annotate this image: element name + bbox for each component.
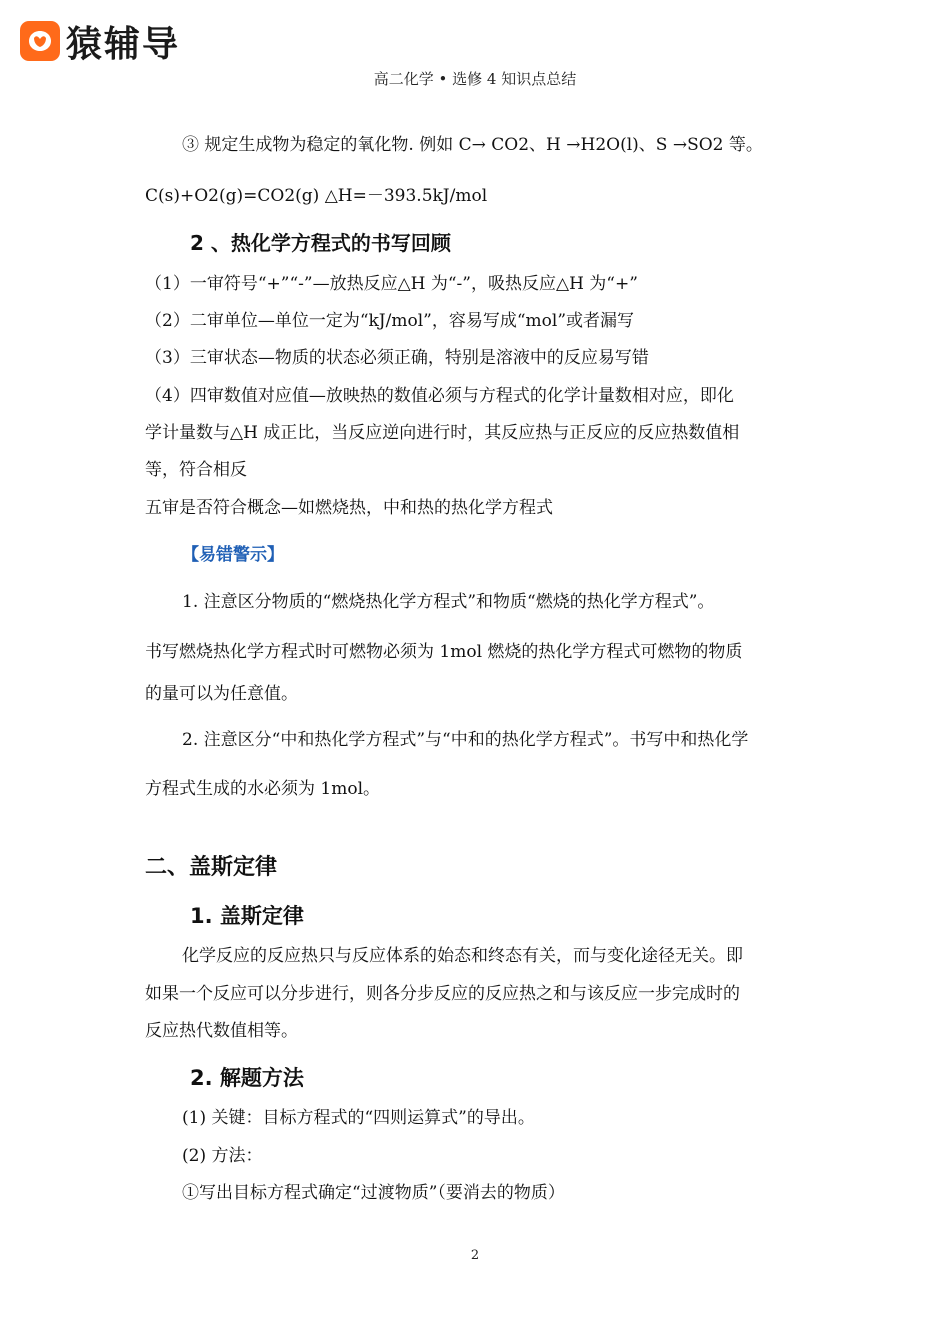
text-line: 五审是否符合概念—如燃烧热，中和热的热化学方程式 xyxy=(145,498,553,518)
text-line: 方程式生成的水必须为 1mol。 xyxy=(145,779,381,799)
page-number: 2 xyxy=(470,1248,480,1263)
warning-title: 【易错警示】 xyxy=(182,545,284,565)
text-line: 学计量数与△H 成正比，当反应逆向进行时，其反应热与正反应的反应热数值相 xyxy=(145,423,740,443)
text-line: 2. 注意区分“中和热化学方程式”与“中和的热化学方程式”。书写中和热化学 xyxy=(182,730,749,750)
text-line: （3）三审状态—物质的状态必须正确，特别是溶液中的反应易写错 xyxy=(145,348,649,368)
brand-logo xyxy=(20,18,180,64)
logo-badge-icon xyxy=(20,21,60,61)
text-line: (2) 方法： xyxy=(182,1146,263,1166)
subsection-heading: 2. 解题方法 xyxy=(190,1066,304,1090)
text-line: (1) 关键：目标方程式的“四则运算式”的导出。 xyxy=(182,1108,535,1128)
text-line: 书写燃烧热化学方程式时可燃物必须为 1mol 燃烧的热化学方程式可燃物的物质 xyxy=(145,642,743,662)
brand-name: 猿辅导 xyxy=(66,23,181,65)
text-line: ③ 规定生成物为稳定的氧化物. 例如 C→ CO2、H →H2O(l)、S →SO2 等。 xyxy=(182,135,763,155)
text-line: 反应热代数值相等。 xyxy=(145,1021,298,1041)
text-line: ①写出目标方程式确定“过渡物质”（要消去的物质） xyxy=(182,1183,565,1203)
page-header: 高二化学 • 选修 4 知识点总结 xyxy=(373,70,577,88)
text-line: 的量可以为任意值。 xyxy=(145,684,298,704)
equation-line: C(s)+O2(g)=CO2(g) △H=－393.5kJ/mol xyxy=(145,186,488,206)
section-heading: 2 、热化学方程式的书写回顾 xyxy=(190,231,451,255)
text-line: （1）一审符号“+”“-”—放热反应△H 为“-”，吸热反应△H 为“+” xyxy=(145,274,638,294)
text-line: （2）二审单位—单位一定为“kJ/mol”，容易写成“mol”或者漏写 xyxy=(145,311,635,331)
text-line: 如果一个反应可以分步进行，则各分步反应的反应热之和与该反应一步完成时的 xyxy=(145,984,740,1004)
text-line: 等，符合相反 xyxy=(145,460,247,480)
text-line: 化学反应的反应热只与反应体系的始态和终态有关，而与变化途径无关。即 xyxy=(182,946,743,966)
chapter-heading: 二、盖斯定律 xyxy=(145,855,278,880)
text-line: （4）四审数值对应值—放映热的数值必须与方程式的化学计量数相对应，即化 xyxy=(145,386,734,406)
subsection-heading: 1. 盖斯定律 xyxy=(190,904,304,928)
text-line: 1. 注意区分物质的“燃烧热化学方程式”和物质“燃烧的热化学方程式”。 xyxy=(182,592,715,612)
